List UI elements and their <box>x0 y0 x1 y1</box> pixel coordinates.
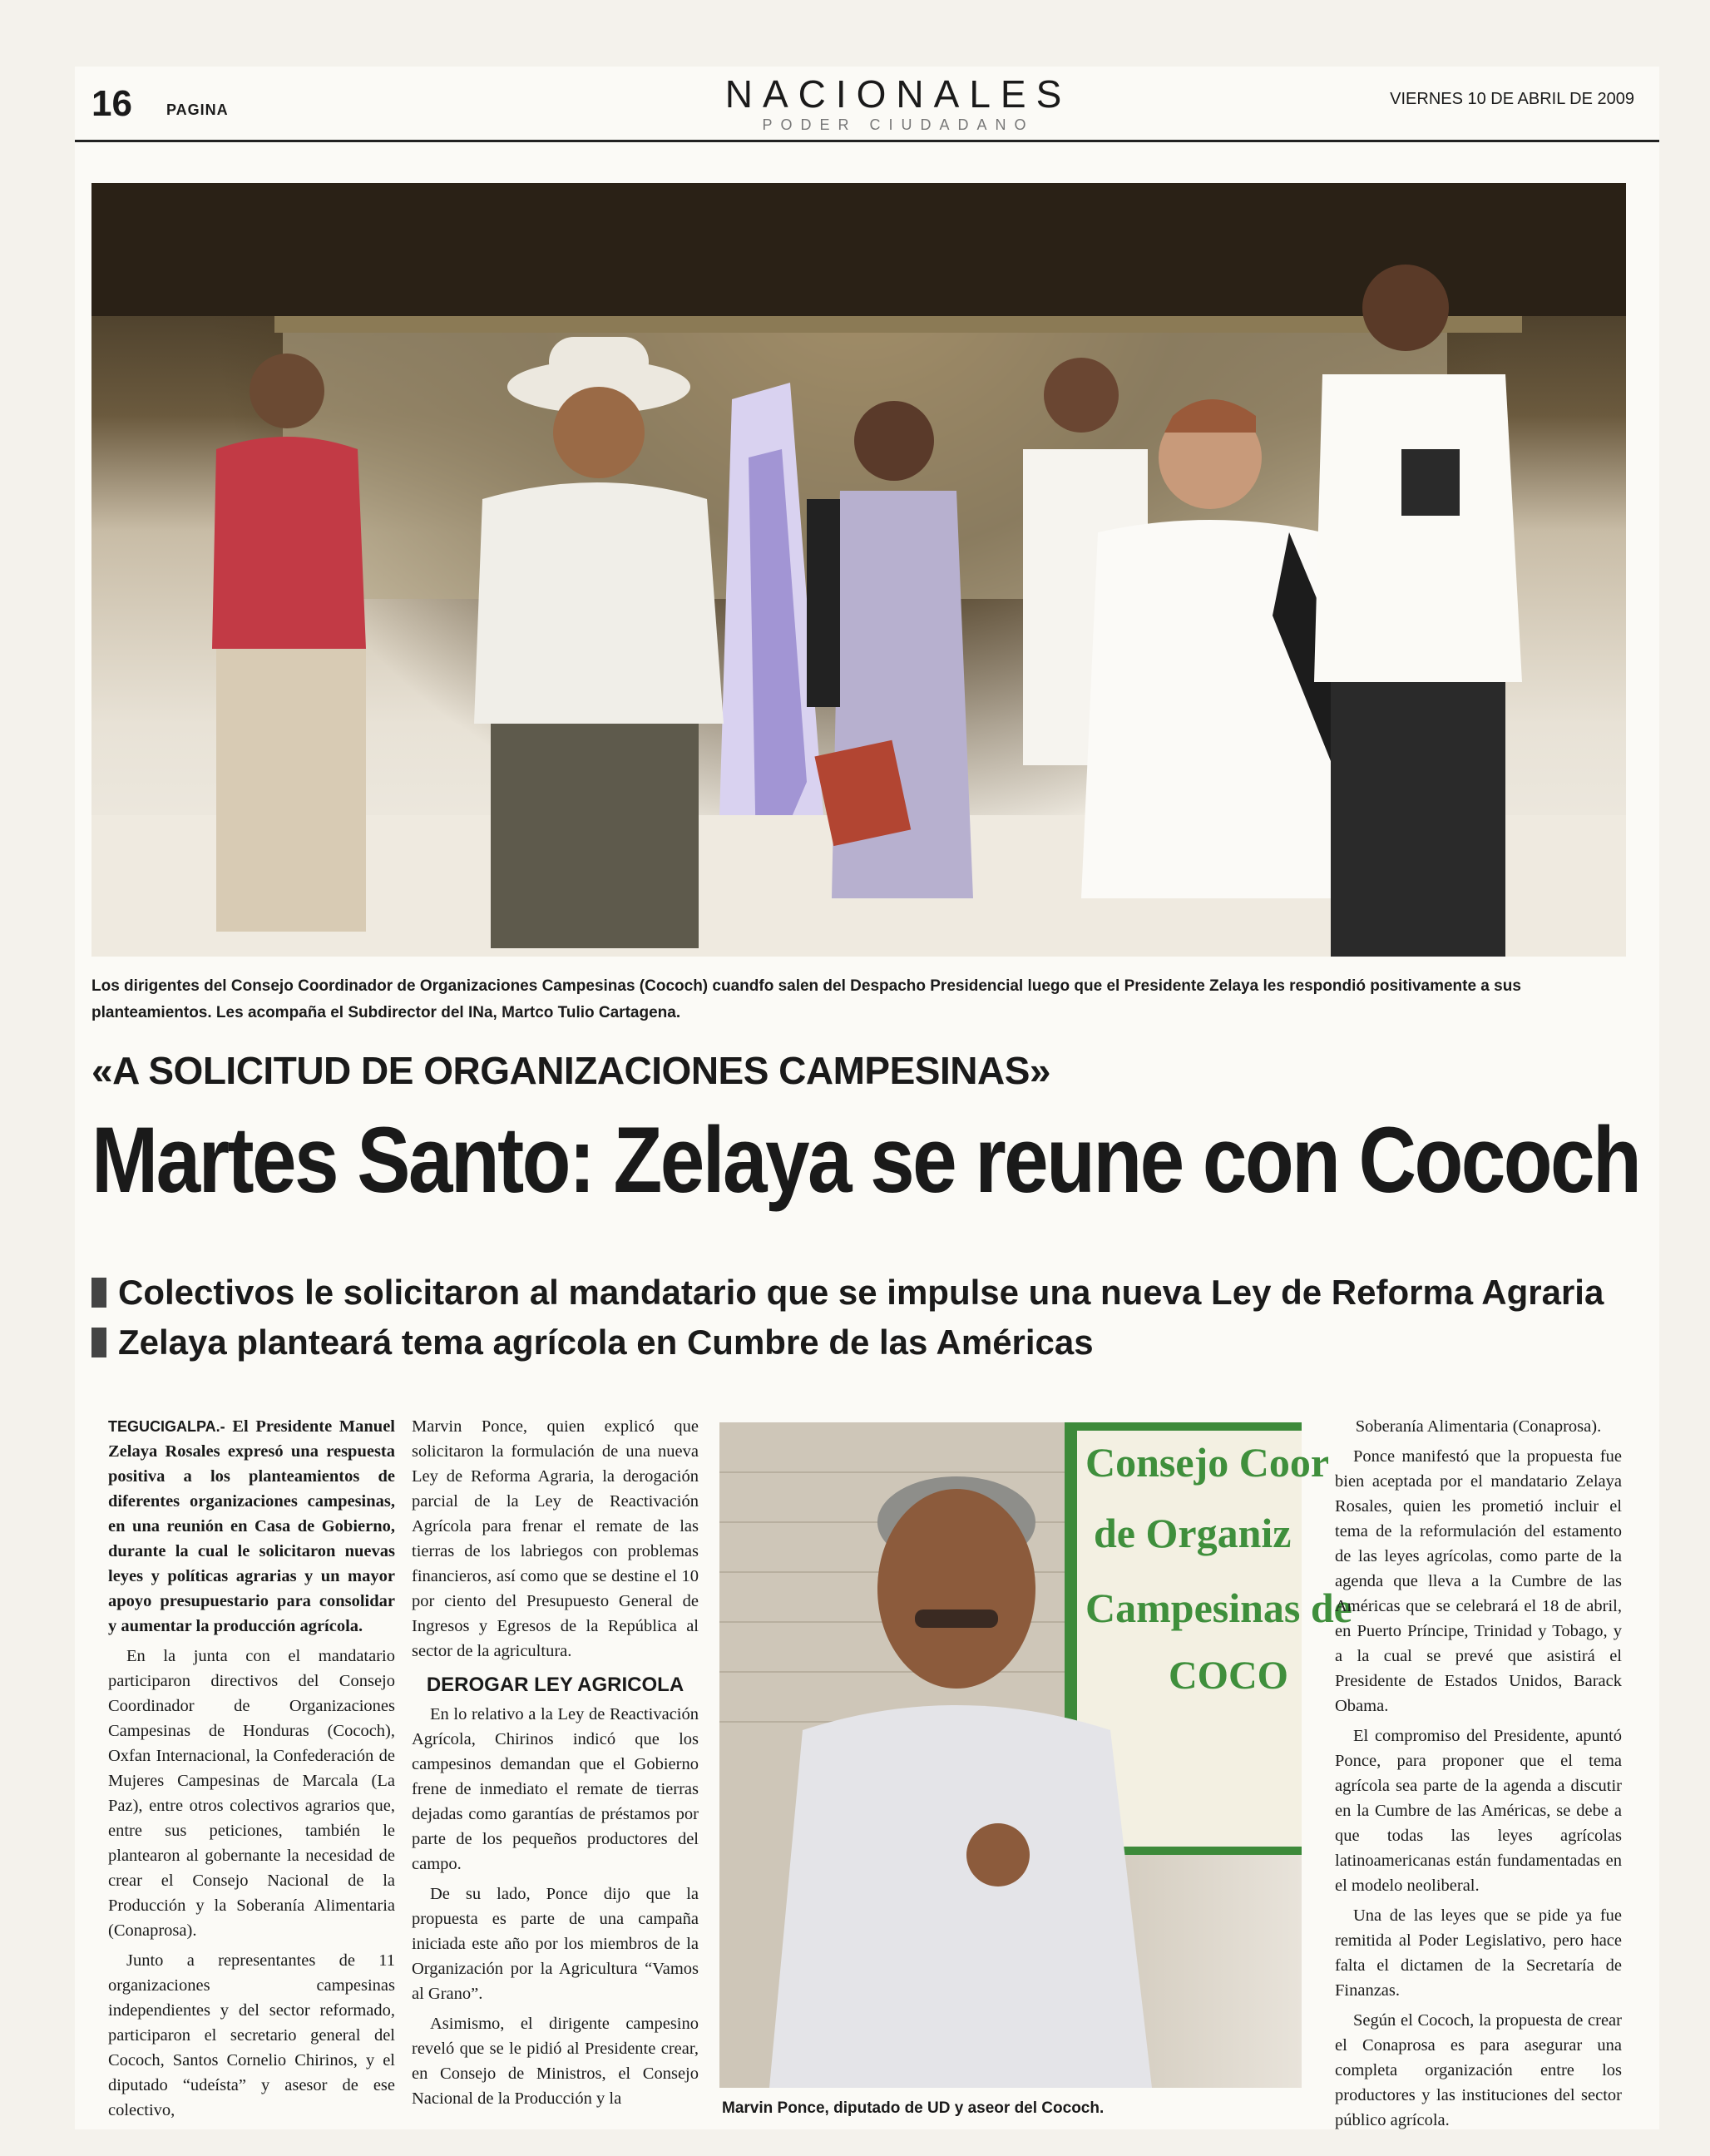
bullet-square-icon <box>91 1278 106 1308</box>
sign-line-3: Campesinas de <box>1085 1585 1352 1631</box>
portrait-photo-caption: Marvin Ponce, diputado de UD y aseor del Cococh. <box>722 2099 1105 2117</box>
deck-line-1 <box>91 1273 1604 1313</box>
deck-text-1: Colectivos le solicitaron al mandatario que se impulse una nueva Ley de Reforma Agraria <box>118 1273 1604 1312</box>
newspaper-page <box>75 67 1659 2129</box>
lead-text: El Presidente Manuel Zelaya Rosales expresó una respuesta positiva a los planteamientos de diferentes organizaciones campesinas, en una reunión en Casa de Gobierno, durante la cual le solicitaron nuevas leyes y políticas agrarias y un mayor apoyo presupuestario para consolidar y aumentar la producción agrícola. <box>108 1417 395 1635</box>
header-rule <box>75 140 1659 142</box>
paragraph: En lo relativo a la Ley de Reactivación Agrícola, Chirinos indicó que los campesinos demandan que el Gobierno frene de inmediato el remate de tierras dejadas como garantías de préstamos por parte de los pequeños productores del campo. <box>412 1705 699 1873</box>
article-column-2 <box>412 1414 699 2116</box>
paragraph: Una de las leyes que se pide ya fue remitida al Poder Legislativo, pero hace falta el dictamen de la Secretaría de Finanzas. <box>1335 1906 1622 2000</box>
paragraph: Según el Cococh, la propuesta de crear el Conaprosa es para asegurar una completa organización entre los productores y las instituciones del sector público agrícola. <box>1335 2011 1622 2129</box>
dateline: TEGUCIGALPA.- <box>108 1418 225 1435</box>
paragraph: Soberanía Alimentaria (Conaprosa). <box>1355 1417 1602 1436</box>
sign-line-1: Consejo Coor <box>1085 1439 1330 1486</box>
paragraph: Marvin Ponce, quien explicó que solicitaron la formulación de una nueva Ley de Reforma Agraria, la derogación parcial de la Ley de Reactivación Agrícola para frenar el remate de las tierras de los labriegos con problemas financieros, así como que se destine el 10 por ciento del Presupuesto General de Ingresos y Egresos de la República al sector de la agricultura. <box>412 1417 699 1660</box>
article-column-1 <box>108 1414 395 2128</box>
paragraph <box>108 1414 395 1639</box>
paragraph: El compromiso del Presidente, apuntó Ponce, para proponer que el tema agrícola sea parte de la agenda a discutir en la Cumbre de las Américas, se debe a que todas las leyes agrícolas latinoamericanas están fundamentadas en el modelo neoliberal. <box>1335 1727 1622 1895</box>
page-number: 16 <box>91 83 132 124</box>
paragraph: Asimismo, el dirigente campesino reveló que se le pidió al Presidente crear, en Consejo de Ministros, el Consejo Nacional de la Producción y la <box>412 2015 699 2108</box>
section-title: NACIONALES <box>724 72 1072 116</box>
main-photo-caption: Los dirigentes del Consejo Coordinador de Organizaciones Campesinas (Cococh) cuandfo salen del Despacho Presidencial luego que el Presidente Zelaya les respondió positivamente a sus planteamientos. Les acompaña el Subdirector del INa, Martco Tulio Cartagena. <box>91 977 1521 1021</box>
deck-text-2: Zelaya planteará tema agrícola en Cumbre de las Américas <box>118 1323 1094 1362</box>
paragraph: Ponce manifestó que la propuesta fue bien aceptada por el mandatario Zelaya Rosales, quien les prometió incluir el tema de la reformulación del estamento de las leyes agrícolas, como parte de la agenda que lleva a la Cumbre de las Américas que se celebrará el 18 de abril, en Puerto Príncipe, Trinidad y Tobago, y a la cual se prevé que asistirá el Presidente de Estados Unidos, Barack Obama. <box>1335 1447 1622 1715</box>
deck-line-2 <box>91 1323 1094 1362</box>
portrait-photo-illustration <box>719 1422 1352 2088</box>
article-kicker: «A SOLICITUD DE ORGANIZACIONES CAMPESINAS» <box>91 1049 1050 1092</box>
portrait-photo <box>719 1422 1352 2088</box>
page-header <box>75 67 1659 141</box>
article-column-4 <box>1335 1414 1622 2138</box>
article-headline: Martes Santo: Zelaya se reune con Cococh <box>91 1108 1640 1212</box>
bullet-square-icon <box>91 1328 106 1357</box>
main-photo <box>91 183 1626 957</box>
section-subtitle: PODER CIUDADANO <box>762 116 1035 133</box>
issue-date: VIERNES 10 DE ABRIL DE 2009 <box>1390 90 1634 108</box>
paragraph: De su lado, Ponce dijo que la propuesta es parte de una campaña iniciada este año por los miembros de la Organización por la Agricultura “Vamos al Grano”. <box>412 1885 699 2003</box>
main-photo-illustration <box>91 183 1626 957</box>
page-label: PAGINA <box>166 101 229 118</box>
sign-line-4: COCO <box>1169 1654 1288 1698</box>
sign-line-2: de Organiz <box>1094 1510 1292 1556</box>
paragraph: Junto a representantes de 11 organizaciones campesinas independientes y del sector reformado, participaron el secretario general del Cococh, Santos Cornelio Chirinos, y el diputado “udeísta” y asesor de ese colectivo, <box>108 1951 395 2119</box>
subheading: DEROGAR LEY AGRICOLA <box>426 1674 684 1696</box>
paragraph: En la junta con el mandatario participaron directivos del Consejo Coordinador de Organizaciones Campesinas de Honduras (Cococh), Oxfan Internacional, la Confederación de Mujeres Campesinas de Marcala (La Paz), entre otros colectivos agrarios que, entre sus peticiones, también le plantearon al gobernante la necesidad de crear el Consejo Nacional de la Producción y la Soberanía Alimentaria (Conaprosa). <box>108 1647 395 1940</box>
